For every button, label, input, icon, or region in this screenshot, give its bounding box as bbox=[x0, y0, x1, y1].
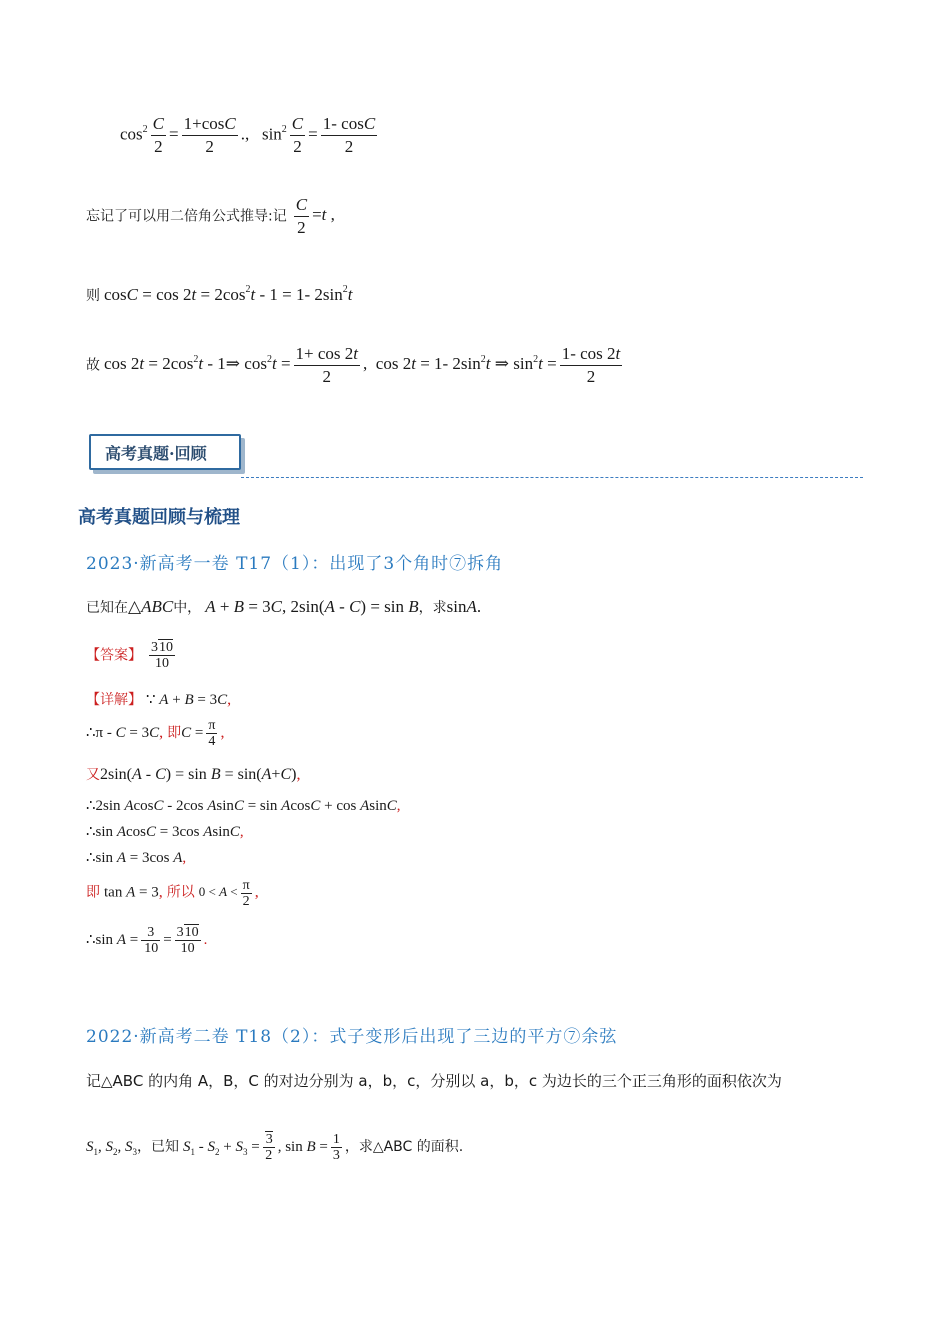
recall-text: 忘记了可以用二倍角公式推导:记 bbox=[86, 208, 287, 225]
q1-result: ∴sin A = $\frac{3}{10}$ = $\frac{310}{10}$ . bbox=[86, 925, 208, 956]
double-angle-line: 则 $\cos C = \cos 2t = 2\cos^2t - 1 = 1-$ $2\sin^2t$ bbox=[86, 284, 353, 304]
q1-step6: 即 tan A = 3, 所以 0 < A < $\frac{\pi}{2}$ , bbox=[86, 878, 259, 909]
q1-stem: 已知在△ABC中， A + B = 3C, 2sin(A - C) = sin B，求sinA. bbox=[86, 597, 482, 616]
suoyi-label: 所以 bbox=[166, 884, 195, 901]
q2-stem-line1: 记△ABC 的内角 A，B，C 的对边分别为 a，b，c，分别以 a，b，c 为边长的三个正三角形的面积依次为 bbox=[86, 1072, 782, 1090]
q1-header: 2023·新高考一卷 T17（1）：出现了3个角时⑦拆角 bbox=[86, 554, 504, 574]
recall-line: 忘记了可以用二倍角公式推导:记 $\frac{C}{2}$ =t , bbox=[86, 195, 335, 237]
ji-label-2: 即 bbox=[86, 884, 100, 901]
section-title: 高考真题回顾与梳理 bbox=[78, 507, 240, 528]
q1-step3: ∴2sin AcosC - 2cos AsinC = sin AcosC + cos AsinC, bbox=[86, 798, 401, 814]
q2-yizhi: 已知 bbox=[151, 1138, 179, 1155]
you-label: 又 bbox=[86, 767, 100, 783]
section-tab-label: 高考真题·回顾 bbox=[105, 444, 207, 463]
q1-stem-ask: 求 bbox=[432, 600, 447, 616]
q1-stem-mid: 中， bbox=[173, 600, 202, 616]
section-divider bbox=[241, 477, 863, 478]
ji-label: 即 bbox=[167, 724, 182, 741]
q1-stem-prefix: 已知在 bbox=[86, 600, 128, 616]
q1-step2: 又2sin(A - C) = sin B = sin(A+C), bbox=[86, 766, 301, 783]
q2-header: 2022·新高考二卷 T18（2）：式子变形后出现了三边的平方⑦余弦 bbox=[86, 1027, 618, 1047]
section-tab bbox=[89, 434, 241, 470]
q2-stem-line2: $S_1$, $S_2$, $S_3$，已知 $S_1 - S_2 + S_3$ = $\frac{3}{2}$ , sin B = $\frac{1}{3}$ ，求△ABC 的面积. bbox=[86, 1132, 464, 1163]
half-angle-formulas: $\cos^2$ $\frac{C}{2}$ = $\frac{1+\cos C}{2}$ ., $\sin^2$ $\frac{C}{2}$ = $\frac{1- \cos C}{2}$ bbox=[120, 114, 376, 156]
q1-step4: ∴sin AcosC = 3cos AsinC, bbox=[86, 824, 244, 840]
q1-step5: ∴sin A = 3cos A, bbox=[86, 850, 187, 866]
q1-step1: ∴π - C = 3C, 即C = $\frac{\pi}{4}$ , bbox=[86, 718, 225, 749]
q1-answer: 【答案】 $\frac{310}{10}$ bbox=[86, 640, 173, 671]
ze-label: 则 bbox=[86, 288, 100, 304]
detail-label: 【详解】 bbox=[86, 692, 142, 708]
gu-label: 故 bbox=[86, 357, 100, 374]
q2-tail: 求△ABC 的面积. bbox=[358, 1138, 464, 1155]
answer-label: 【答案】 bbox=[86, 647, 142, 664]
q1-detail: 【详解】 ∵ A + B = 3C, bbox=[86, 691, 232, 708]
derived-formulas-line: 故 $\cos 2t = 2\cos^2t$ - 1⇒ $\cos^2t$ = $\frac{1+ \cos 2t}{2}$ , cos 2t = 1- $2\sin^2t$ ⇒ $\sin^2t$ = $\frac{1- \cos 2t}{2}$ bbox=[86, 344, 621, 386]
